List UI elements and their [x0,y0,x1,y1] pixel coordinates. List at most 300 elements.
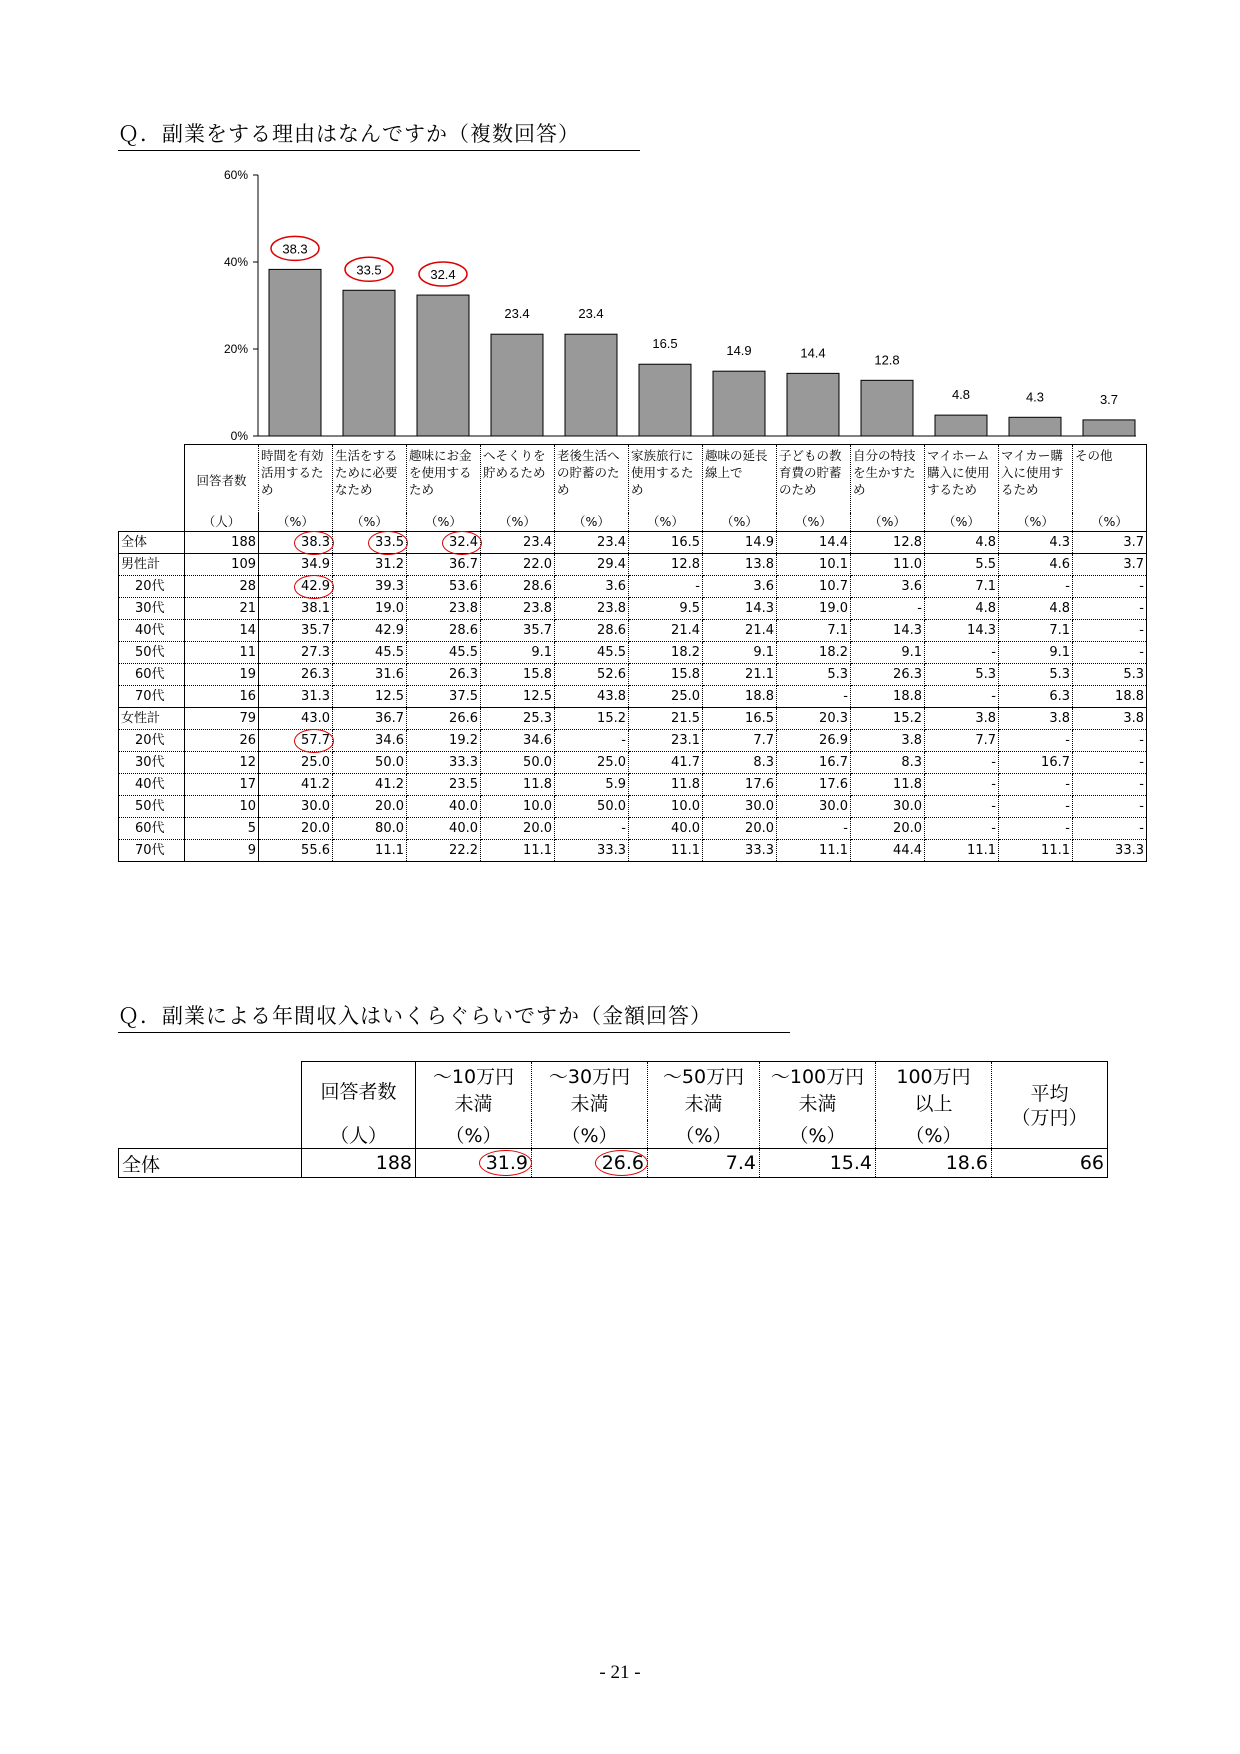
row-label: 50代 [119,796,185,818]
cell-value: 16.5 [703,708,777,730]
income-pct-unit: （%） [876,1120,992,1149]
cell-value: - [999,576,1073,598]
cell-value: - [629,576,703,598]
cell-value: 11.1 [999,840,1073,862]
column-header: 老後生活への貯蓄のため [555,445,629,514]
row-count: 188 [302,1149,416,1178]
cell-value: 50.0 [555,796,629,818]
cell-value: - [999,796,1073,818]
cell-value: 4.3 [999,532,1073,554]
cell-value: 33.3 [703,840,777,862]
cell-value: 3.6 [851,576,925,598]
cell-value: 31.2 [333,554,407,576]
cell-value: 9.5 [629,598,703,620]
cell-value: 11.8 [481,774,555,796]
cell-value: 3.7 [1073,554,1147,576]
cell-value: 26.9 [777,730,851,752]
row-label: 30代 [119,598,185,620]
row-label: 70代 [119,840,185,862]
bar [639,364,691,436]
pct-unit: （%） [703,513,777,532]
cell-value: 12.8 [629,554,703,576]
row-label: 40代 [119,774,185,796]
bar-value-label: 3.7 [1099,391,1119,407]
cell-value: 9.1 [851,642,925,664]
bar [861,380,913,436]
cell-value: 20.3 [777,708,851,730]
cell-value: - [1073,576,1147,598]
bar [713,371,765,436]
row-label: 40代 [119,620,185,642]
question-1-title: Ｑ．副業をする理由はなんですか（複数回答） [118,118,640,151]
cell-value: 38.3 [259,532,333,554]
cell-value: 3.8 [925,708,999,730]
table-row [119,840,1147,862]
cell-value: 33.3 [407,752,481,774]
cell-value: 6.3 [999,686,1073,708]
pct-unit: （%） [481,513,555,532]
cell-value: 31.6 [333,664,407,686]
row-label: 60代 [119,818,185,840]
cell-value: 32.4 [407,532,481,554]
row-label: 60代 [119,664,185,686]
cell-value: 11.1 [925,840,999,862]
cell-value: 23.4 [555,532,629,554]
cell-value: 31.3 [259,686,333,708]
cell-value: 36.7 [407,554,481,576]
cell-value: - [1073,598,1147,620]
income-column-header: ～30万円 未満 [532,1062,648,1121]
cell-value: 12.5 [333,686,407,708]
cell-value: 50.0 [481,752,555,774]
page-number: - 21 - [599,1662,641,1683]
cell-value: 10.0 [629,796,703,818]
column-header: 時間を有効活用するため [259,445,333,514]
cell-value: 9.1 [703,642,777,664]
table-row [119,796,1147,818]
column-header: マイカー購入に使用するため [999,445,1073,514]
cell-value: 25.0 [629,686,703,708]
table-row [119,554,1147,576]
pct-unit: （%） [259,513,333,532]
cell-value: 14.9 [703,532,777,554]
cell-value: 29.4 [555,554,629,576]
cell-value: 11.1 [333,840,407,862]
bar-value-label: 12.8 [874,352,900,368]
cell-value: 23.8 [407,598,481,620]
average-value: 66 [992,1149,1108,1178]
cell-value: 10.0 [481,796,555,818]
cell-value: 3.6 [555,576,629,598]
cell-value: - [1073,752,1147,774]
cell-value: 14.3 [925,620,999,642]
cell-value: 23.5 [407,774,481,796]
cell-value: 37.5 [407,686,481,708]
cell-value: 34.6 [333,730,407,752]
income-count-unit: （人） [302,1120,416,1149]
table-row [119,1149,1108,1178]
pct-unit: （%） [407,513,481,532]
column-header: 趣味にお金を使用するため [407,445,481,514]
cell-value: 18.2 [777,642,851,664]
bar [491,334,543,436]
row-label: 全体 [119,1149,302,1178]
cell-value: 22.0 [481,554,555,576]
cell-value: 23.8 [555,598,629,620]
bar-value-label: 32.4 [430,267,456,283]
cell-value: 30.0 [851,796,925,818]
cell-value: 33.5 [333,532,407,554]
cell-value: 21.5 [629,708,703,730]
table-row [119,532,1147,554]
cell-value: 15.8 [481,664,555,686]
cell-value: 39.3 [333,576,407,598]
table-row [119,576,1147,598]
cell-value: 25.0 [555,752,629,774]
cell-value: 30.0 [703,796,777,818]
cell-value: 11.1 [629,840,703,862]
cell-value: 26.3 [851,664,925,686]
cell-value: 4.6 [999,554,1073,576]
cell-value: 15.2 [555,708,629,730]
cell-value: 3.8 [851,730,925,752]
cell-value: - [1073,730,1147,752]
cell-value: 40.0 [407,818,481,840]
table-row [119,730,1147,752]
cell-value: 23.1 [629,730,703,752]
income-pct-unit: （%） [648,1120,760,1149]
cell-value: 18.8 [1073,686,1147,708]
cell-value: 10.7 [777,576,851,598]
cell-value: 23.4 [481,532,555,554]
cell-value: 40.0 [629,818,703,840]
cell-value: 41.2 [259,774,333,796]
column-header: 生活をするために必要なため [333,445,407,514]
cell-value: 57.7 [259,730,333,752]
cell-value: 11.0 [851,554,925,576]
row-count: 10 [185,796,259,818]
cell-value: - [925,686,999,708]
column-header: マイホーム購入に使用するため [925,445,999,514]
cell-value: 34.9 [259,554,333,576]
y-tick-label: 40% [223,255,248,269]
cell-value: 45.5 [333,642,407,664]
row-count: 14 [185,620,259,642]
row-label: 女性計 [119,708,185,730]
cell-value: - [1073,818,1147,840]
cell-value: 38.1 [259,598,333,620]
table-corner [119,445,185,514]
cell-value: 16.7 [999,752,1073,774]
cell-value: 18.2 [629,642,703,664]
cell-value: 5.3 [925,664,999,686]
bar [343,290,395,436]
cell-value: 11.8 [851,774,925,796]
cell-value: 7.7 [703,730,777,752]
cell-value: 7.1 [925,576,999,598]
table-row [119,664,1147,686]
cell-value: 23.8 [481,598,555,620]
cell-value: 11.1 [481,840,555,862]
pct-unit: （%） [1073,513,1147,532]
cell-value: 5.3 [999,664,1073,686]
bar [935,415,987,436]
cell-value: 26.3 [259,664,333,686]
cell-value: 35.7 [259,620,333,642]
row-count: 28 [185,576,259,598]
cell-value: 20.0 [703,818,777,840]
row-count: 188 [185,532,259,554]
column-header: へそくりを貯めるため [481,445,555,514]
cell-value: 20.0 [333,796,407,818]
cell-value: 45.5 [407,642,481,664]
bar-value-label: 23.4 [578,306,604,322]
row-count: 21 [185,598,259,620]
cell-value: 8.3 [851,752,925,774]
bar [565,334,617,436]
cell-value: 26.6 [407,708,481,730]
column-header: 自分の特技を生かすため [851,445,925,514]
row-label: 男性計 [119,554,185,576]
cell-value: 20.0 [259,818,333,840]
cell-value: 26.6 [532,1149,648,1178]
cell-value: 22.2 [407,840,481,862]
bar-value-label: 14.9 [726,343,752,359]
cell-value: 7.1 [777,620,851,642]
row-count: 26 [185,730,259,752]
pct-unit: （%） [925,513,999,532]
cell-value: - [925,642,999,664]
cell-value: 18.8 [851,686,925,708]
cell-value: 44.4 [851,840,925,862]
income-count-header: 回答者数 [302,1062,416,1121]
cell-value: - [851,598,925,620]
row-count: 12 [185,752,259,774]
cell-value: - [1073,774,1147,796]
bar [787,373,839,436]
cell-value: 3.8 [1073,708,1147,730]
table-row [119,642,1147,664]
cell-value: - [1073,642,1147,664]
column-header: 趣味の延長線上で [703,445,777,514]
bar-value-label: 16.5 [652,336,678,352]
income-column-header: ～50万円 未満 [648,1062,760,1121]
column-header: その他 [1073,445,1147,514]
average-header: 平均 （万円） [992,1062,1108,1149]
cell-value: 20.0 [851,818,925,840]
cell-value: 16.5 [629,532,703,554]
cell-value: - [777,686,851,708]
cell-value: 21.1 [703,664,777,686]
pct-unit: （%） [555,513,629,532]
y-tick-label: 60% [223,168,248,182]
row-count: 19 [185,664,259,686]
cell-value: 30.0 [259,796,333,818]
cell-value: 40.0 [407,796,481,818]
cell-value: 42.9 [259,576,333,598]
cell-value: 35.7 [481,620,555,642]
cell-value: 43.8 [555,686,629,708]
row-count: 5 [185,818,259,840]
cell-value: - [925,774,999,796]
cell-value: 27.3 [259,642,333,664]
bar [269,269,321,436]
cell-value: 5.3 [777,664,851,686]
count-header: 回答者数 [185,445,259,514]
cell-value: 5.5 [925,554,999,576]
cell-value: 41.2 [333,774,407,796]
cell-value: 34.6 [481,730,555,752]
cell-value: 28.6 [481,576,555,598]
cell-value: 11.1 [777,840,851,862]
table-row [119,686,1147,708]
cell-value: 4.8 [925,532,999,554]
cell-value: 45.5 [555,642,629,664]
cell-value: 25.3 [481,708,555,730]
cell-value: 36.7 [333,708,407,730]
cell-value: 15.8 [629,664,703,686]
cell-value: 33.3 [1073,840,1147,862]
count-unit: （人） [185,513,259,532]
cell-value: 53.6 [407,576,481,598]
cell-value: 20.0 [481,818,555,840]
cell-value: 28.6 [407,620,481,642]
pct-unit: （%） [999,513,1073,532]
cell-value: 5.9 [555,774,629,796]
row-label: 70代 [119,686,185,708]
cell-value: - [1073,796,1147,818]
bar-value-label: 23.4 [504,306,530,322]
cell-value: - [999,818,1073,840]
cell-value: 7.1 [999,620,1073,642]
row-label: 30代 [119,752,185,774]
cell-value: 4.8 [999,598,1073,620]
income-column-header: ～10万円 未満 [416,1062,532,1121]
income-pct-unit: （%） [416,1120,532,1149]
cell-value: 43.0 [259,708,333,730]
cell-value: 14.3 [703,598,777,620]
pct-unit: （%） [851,513,925,532]
cell-value: 13.8 [703,554,777,576]
cell-value: 55.6 [259,840,333,862]
cell-value: 14.4 [777,532,851,554]
cell-value: 7.7 [925,730,999,752]
row-count: 79 [185,708,259,730]
cell-value: 10.1 [777,554,851,576]
cell-value: 21.4 [629,620,703,642]
cell-value: 42.9 [333,620,407,642]
cell-value: 12.8 [851,532,925,554]
cell-value: - [555,730,629,752]
cell-value: 9.1 [999,642,1073,664]
cell-value: 3.8 [999,708,1073,730]
column-header: 子どもの教育費の貯蓄のため [777,445,851,514]
cell-value: 19.0 [777,598,851,620]
cell-value: 5.3 [1073,664,1147,686]
row-count: 16 [185,686,259,708]
bar-value-label: 33.5 [356,262,382,278]
table-row [119,620,1147,642]
cell-value: 8.3 [703,752,777,774]
pct-unit: （%） [777,513,851,532]
cell-value: 19.2 [407,730,481,752]
cell-value: 12.5 [481,686,555,708]
cell-value: 18.8 [703,686,777,708]
question-2-title: Ｑ．副業による年間収入はいくらぐらいですか（金額回答） [118,1000,790,1033]
cell-value: 16.7 [777,752,851,774]
table-row [119,752,1147,774]
pct-unit: （%） [629,513,703,532]
cell-value: 17.6 [777,774,851,796]
cell-value: 50.0 [333,752,407,774]
cell-value: 19.0 [333,598,407,620]
cell-value: - [925,818,999,840]
table-row [119,708,1147,730]
cell-value: - [925,752,999,774]
table-row [119,818,1147,840]
bar-value-label: 14.4 [800,345,826,361]
cell-value: 26.3 [407,664,481,686]
row-count: 11 [185,642,259,664]
cell-value: 31.9 [416,1149,532,1178]
income-column-header: ～100万円 未満 [760,1062,876,1121]
cell-value: 80.0 [333,818,407,840]
reasons-bar-chart [0,0,1240,444]
reasons-table [118,444,1147,862]
cell-value: - [925,796,999,818]
cell-value: 52.6 [555,664,629,686]
bar-value-label: 4.3 [1025,389,1045,405]
bar [1009,417,1061,436]
bar-value-label: 38.3 [282,241,308,257]
cell-value: 25.0 [259,752,333,774]
cell-value: - [999,730,1073,752]
row-label: 50代 [119,642,185,664]
cell-value: - [777,818,851,840]
bar-value-label: 4.8 [951,387,971,403]
bar [1083,420,1135,436]
bar [417,295,469,436]
column-header: 家族旅行に使用するため [629,445,703,514]
cell-value: 18.6 [876,1149,992,1178]
cell-value: 3.6 [703,576,777,598]
cell-value: 15.4 [760,1149,876,1178]
table-row [119,598,1147,620]
cell-value: 4.8 [925,598,999,620]
row-label: 20代 [119,730,185,752]
y-tick-label: 20% [223,342,248,356]
cell-value: 14.3 [851,620,925,642]
cell-value: 33.3 [555,840,629,862]
income-pct-unit: （%） [760,1120,876,1149]
income-column-header: 100万円 以上 [876,1062,992,1121]
cell-value: 9.1 [481,642,555,664]
cell-value: 7.4 [648,1149,760,1178]
cell-value: 28.6 [555,620,629,642]
cell-value: 15.2 [851,708,925,730]
cell-value: - [555,818,629,840]
row-label: 20代 [119,576,185,598]
income-table [118,1061,1108,1178]
cell-value: - [999,774,1073,796]
income-pct-unit: （%） [532,1120,648,1149]
cell-value: 11.8 [629,774,703,796]
row-count: 9 [185,840,259,862]
row-label: 全体 [119,532,185,554]
cell-value: 17.6 [703,774,777,796]
row-count: 109 [185,554,259,576]
pct-unit: （%） [333,513,407,532]
